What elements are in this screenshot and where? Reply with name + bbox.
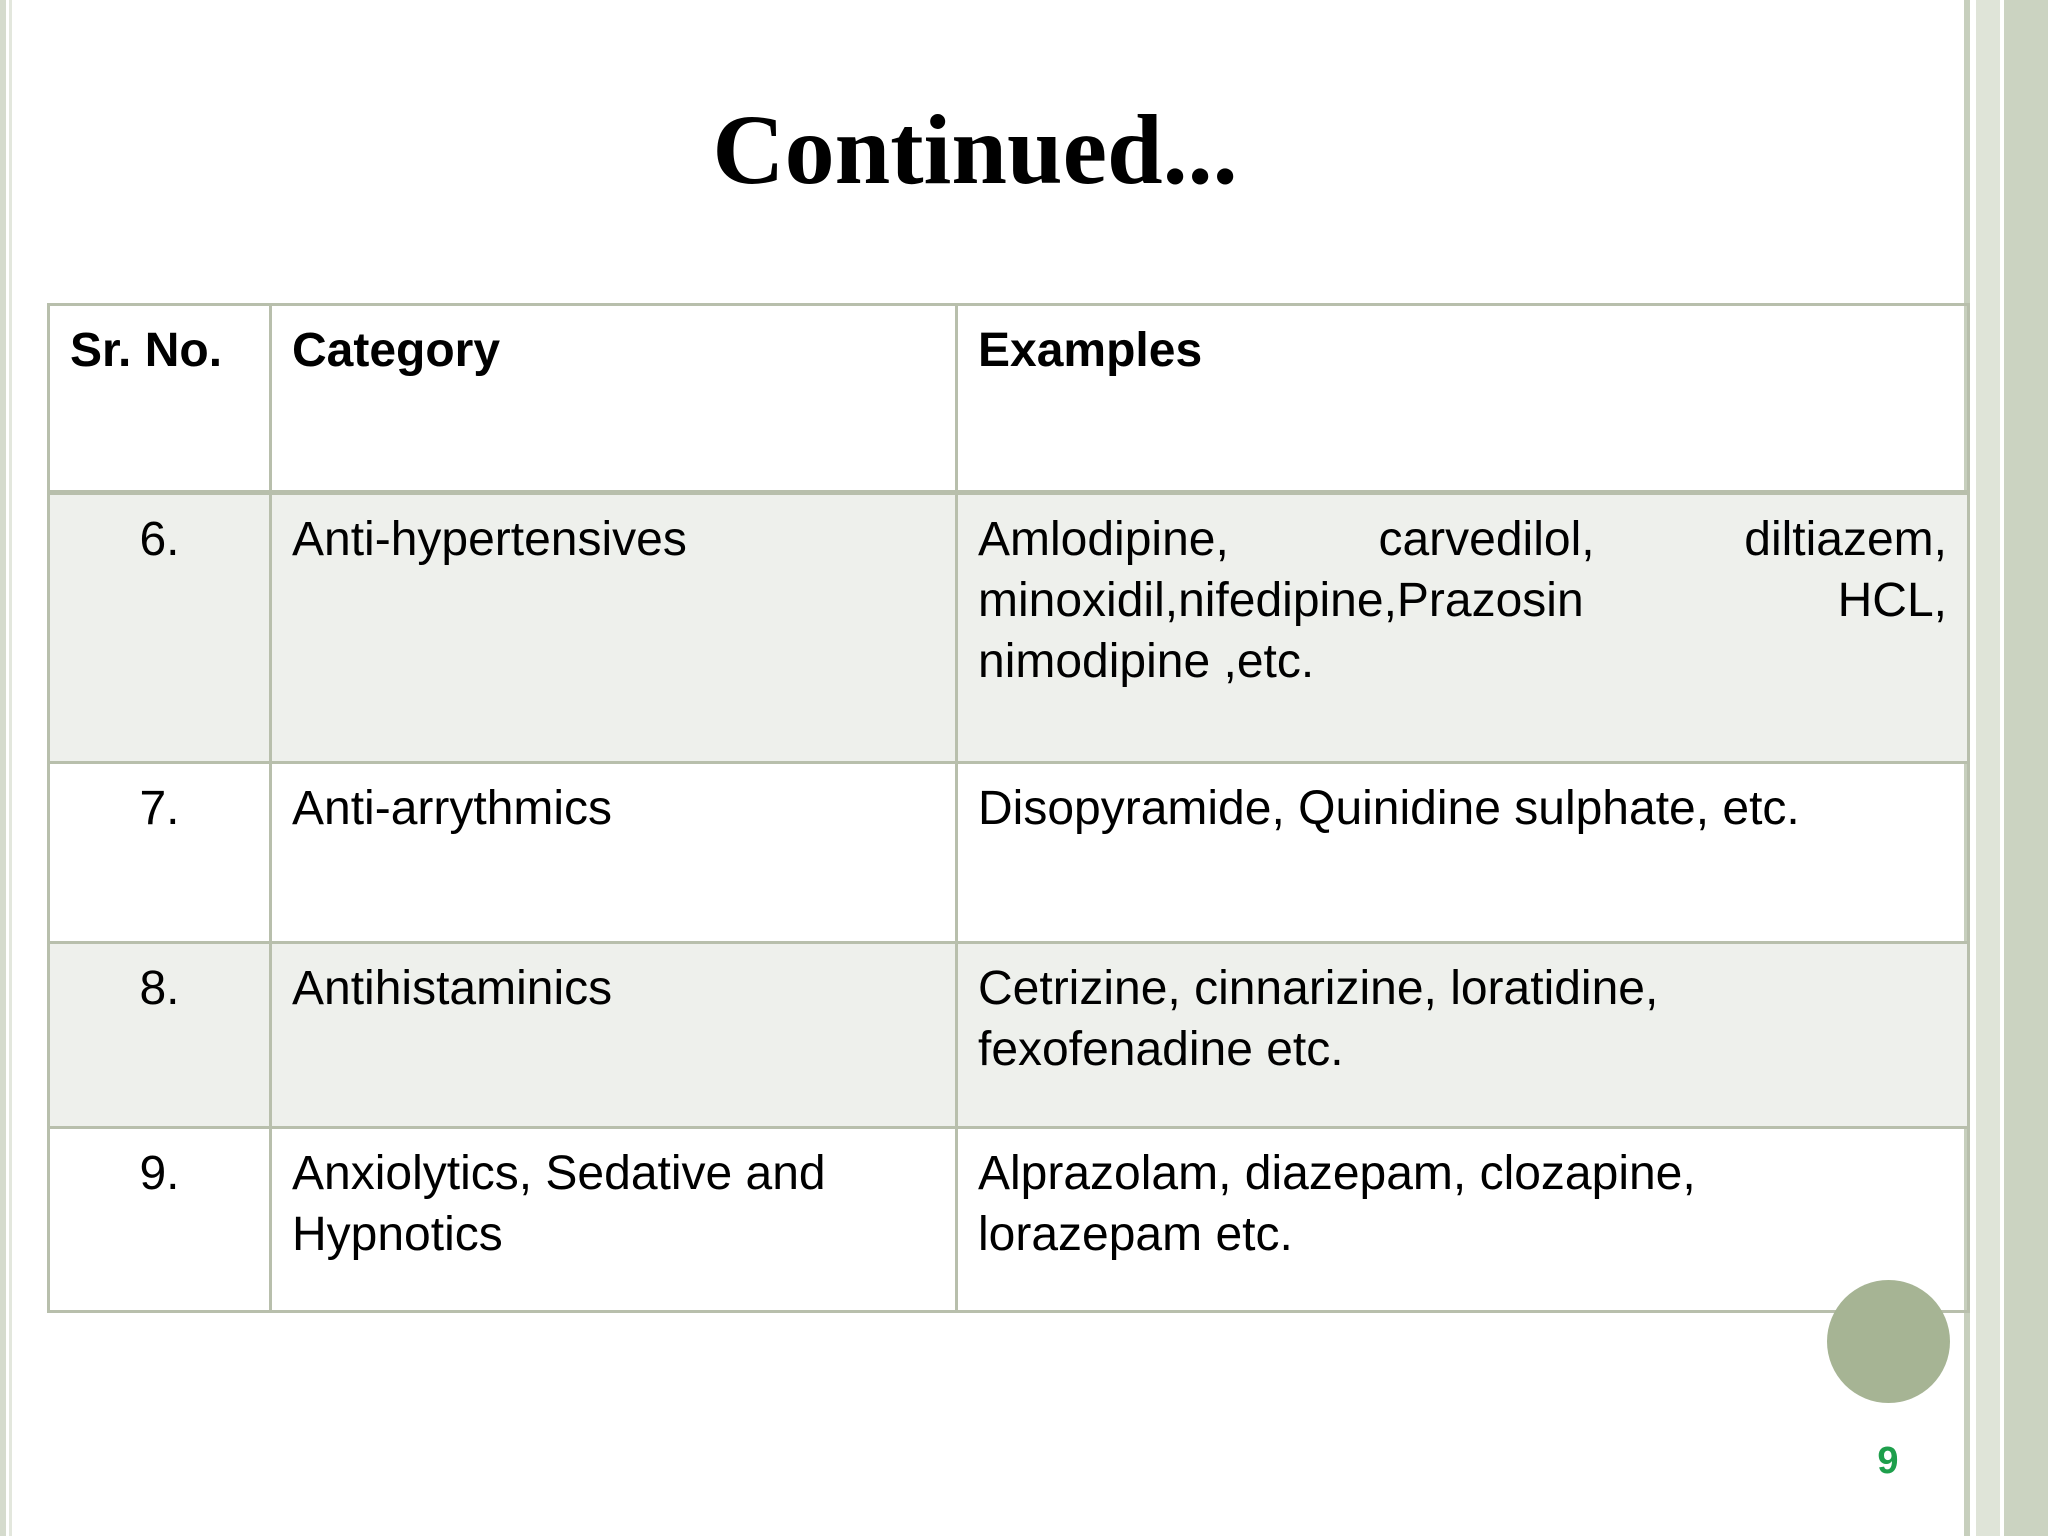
row-category: Anti-arrythmics xyxy=(271,763,957,943)
right-border-decoration xyxy=(1960,0,2048,1536)
row-examples: Alprazolam, diazepam, clozapine, lorazepam etc. xyxy=(957,1128,1969,1312)
row-sr-no: 6. xyxy=(49,493,271,763)
row-sr-no: 9. xyxy=(49,1128,271,1312)
table-header-row xyxy=(49,305,1969,493)
table-row xyxy=(49,943,1969,1128)
header-examples: Examples xyxy=(957,305,1969,493)
row-examples: Cetrizine, cinnarizine, loratidine, fexofenadine etc. xyxy=(957,943,1969,1128)
row-category: Anxiolytics, Sedative and Hypnotics xyxy=(271,1128,957,1312)
header-category: Category xyxy=(271,305,957,493)
decorative-circle xyxy=(1827,1280,1950,1403)
slide-title: Continued... xyxy=(712,94,1238,205)
table-row xyxy=(49,763,1969,943)
table-row xyxy=(49,493,1969,763)
page-number: 9 xyxy=(1877,1440,1899,1482)
drug-category-table xyxy=(47,303,1970,1313)
row-sr-no: 8. xyxy=(49,943,271,1128)
header-sr-no: Sr. No. xyxy=(49,305,271,493)
left-border-decoration xyxy=(0,0,18,1536)
row-examples: Disopyramide, Quinidine sulphate, etc. xyxy=(957,763,1969,943)
row-sr-no: 7. xyxy=(49,763,271,943)
row-category: Antihistaminics xyxy=(271,943,957,1128)
row-category: Anti-hypertensives xyxy=(271,493,957,763)
table-row xyxy=(49,1128,1969,1312)
row-examples: Amlodipine, carvedilol, diltiazem, minoxidil,nifedipine,Prazosin HCL, nimodipine ,etc. xyxy=(957,493,1969,763)
